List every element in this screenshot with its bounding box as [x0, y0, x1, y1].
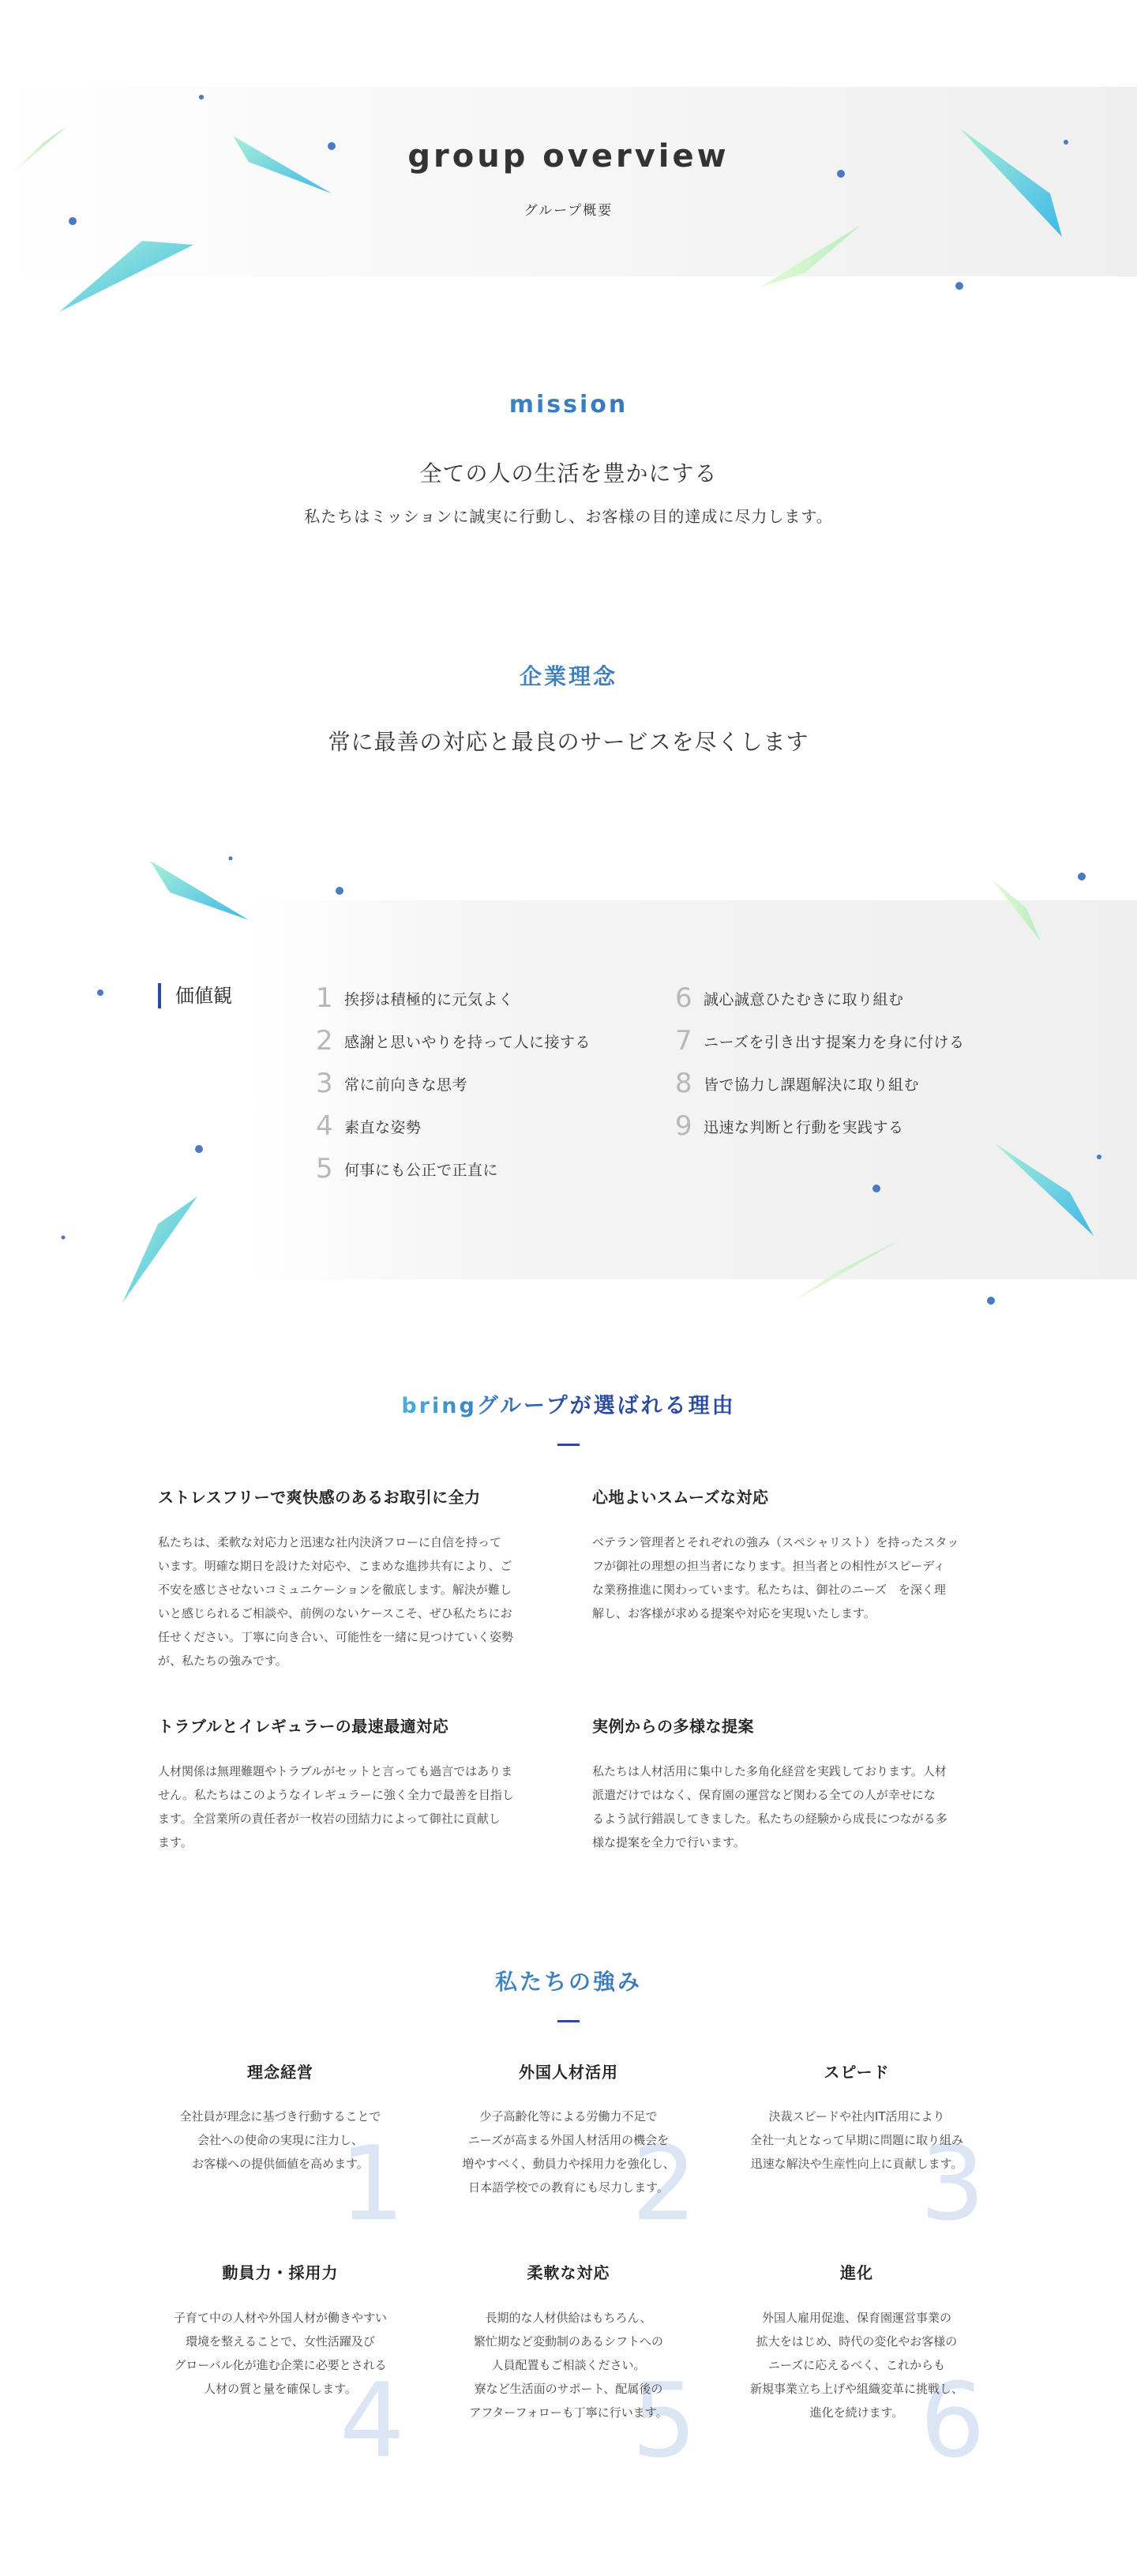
philosophy-label: 企業理念: [0, 659, 1137, 691]
dot: [62, 1236, 66, 1240]
text-line: 不安を感じさせないコミュニケーションを徹底します。解決が難し: [158, 1583, 512, 1597]
text-line: アフターフォローも丁寧に行います。: [469, 2405, 668, 2420]
text-line: ニーズが高まる外国人材活用の機会を: [467, 2133, 670, 2147]
text-line: いと感じられるご相談や、前例のないケースこそ、ぜひ私たちにお: [158, 1606, 512, 1620]
text-line: 新規事業立ち上げや組織変革に挑戦し、: [749, 2382, 963, 2396]
strength-number: 5: [632, 2360, 697, 2480]
strength-body: [418, 2105, 719, 2199]
shard: [995, 1143, 1094, 1236]
reason-title: 心地よいスムーズな対応: [592, 1488, 769, 1507]
text-line: が、私たちの強みです。: [158, 1654, 287, 1668]
strength-number: 2: [632, 2124, 697, 2244]
value-text: ニーズを引き出す提案力を身に付ける: [704, 1033, 965, 1051]
value-item: [316, 982, 514, 1014]
dot: [1097, 1155, 1101, 1159]
text-line: せん。私たちはこのようなイレギュラーに強く全力で最善を目指し: [158, 1788, 514, 1802]
strength-body: [418, 2306, 719, 2424]
reason-body: [592, 1530, 983, 1625]
strength-title: 外国人材活用: [519, 2063, 618, 2082]
text-line: 会社への使命の実現に注力し、: [197, 2133, 363, 2147]
dot: [987, 1297, 995, 1305]
strengths-heading: 私たちの強み: [0, 1965, 1137, 1996]
text-line: 任せください。丁寧に向き合い、可能性を一緒に見つけていく姿勢: [158, 1630, 514, 1644]
reasons-heading-brand: bringグループ: [401, 1394, 570, 1418]
mission-text: 私たちはミッションに誠実に行動し、お客様の目的達成に尽力します。: [304, 507, 833, 526]
values-label: 価値観: [158, 983, 232, 1008]
value-text: 迅速な判断と行動を実践する: [704, 1118, 904, 1136]
dot: [872, 1185, 880, 1192]
dot: [1078, 873, 1086, 881]
reasons-heading-rest: が選ばれる理由: [569, 1394, 736, 1418]
page-title: group overview: [407, 138, 730, 175]
reason-title: ストレスフリーで爽快感のあるお取引に全力: [158, 1488, 481, 1507]
values-section: [0, 829, 1137, 1335]
text-line: ニーズに応えるべく、これからも: [768, 2358, 945, 2372]
shard: [150, 861, 249, 920]
value-number: 8: [675, 1068, 692, 1099]
text-line: 繁忙期など変動制のあるシフトへの: [473, 2334, 663, 2349]
mission-label: mission: [0, 391, 1137, 419]
shard: [59, 241, 193, 312]
text-line: 環境を整えることで、女性活躍及び: [186, 2334, 375, 2349]
reasons-heading: [0, 1388, 1137, 1419]
value-number: 3: [316, 1068, 333, 1099]
text-line: グローバル化が進む企業に必要とされる: [174, 2358, 387, 2372]
strength-number: 1: [340, 2124, 405, 2244]
value-number: 9: [675, 1110, 692, 1142]
value-item: [675, 1110, 904, 1142]
shard: [32, 920, 87, 967]
text-line: ます。: [158, 1835, 193, 1849]
strength-body: [130, 2306, 430, 2401]
value-item: [316, 1025, 591, 1057]
strength-body: [130, 2105, 430, 2176]
text-line: 人員配置もご相談ください。: [491, 2358, 646, 2372]
dot: [336, 887, 343, 895]
text-line: な業務推進に関わっています。私たちは、御社のニーズ を深く理: [592, 1583, 946, 1597]
heading-divider: [557, 2020, 580, 2022]
text-line: るよう試行錯誤してきました。私たちの経験から成長につながる多: [592, 1812, 948, 1826]
value-text: 皆で協力し課題解決に取り組む: [704, 1076, 920, 1094]
value-item: [675, 1025, 965, 1057]
strength-number: 6: [920, 2360, 985, 2480]
hero-section: [0, 0, 1137, 332]
value-text: 誠心誠意ひたむきに取り組む: [704, 990, 904, 1008]
text-line: 様な提案を全力で行います。: [592, 1835, 745, 1849]
text-line: 外国人雇用促進、保育園運営事業の: [761, 2311, 951, 2325]
mission-headline: 全ての人の生活を豊かにする: [419, 460, 718, 486]
strength-title: スピード: [824, 2063, 890, 2082]
value-item: [675, 982, 904, 1014]
value-number: 1: [316, 982, 333, 1014]
text-line: 解し、お客様が求める提案や対応を実現いたします。: [592, 1606, 876, 1620]
value-text: 何事にも公正で正直に: [344, 1161, 499, 1179]
text-line: ベテラン管理者とそれぞれの強み（スペシャリスト）を持ったスタッ: [592, 1535, 959, 1549]
shard: [122, 1196, 197, 1303]
text-line: います。明確な期日を設けた対応や、こまめな進捗共有により、ご: [158, 1559, 512, 1573]
reason-title: トラブルとイレギュラーの最速最適対応: [158, 1717, 449, 1736]
value-text: 挨拶は積極的に元気よく: [344, 990, 514, 1008]
text-line: ます。全営業所の責任者が一枚岩の団結力によって御社に貢献し: [158, 1812, 501, 1826]
text-line: 全社員が理念に基づき行動することで: [179, 2109, 381, 2124]
strength-title: 進化: [840, 2263, 873, 2282]
value-number: 5: [316, 1153, 333, 1185]
philosophy-headline: 常に最善の対応と最良のサービスを尽くします: [328, 729, 809, 755]
value-text: 感謝と思いやりを持って人に接する: [344, 1033, 591, 1051]
values-decoration: [0, 829, 1137, 1335]
text-line: フが御社の理想の担当者になります。担当者との相性がスピーディ: [592, 1559, 946, 1573]
text-line: 私たちは、柔軟な対応力と迅速な社内決済フローに自信を持って: [158, 1535, 502, 1549]
value-item: [316, 1153, 498, 1185]
strength-body: [707, 2306, 1007, 2424]
value-number: 7: [675, 1025, 692, 1057]
reason-body: [158, 1759, 549, 1854]
value-item: [675, 1068, 919, 1099]
text-line: 増やすべく、動員力や採用力を強化し、: [462, 2157, 675, 2171]
text-line: 少子高齢化等による労働力不足で: [479, 2109, 658, 2124]
dot: [195, 1145, 203, 1153]
shard: [794, 1240, 900, 1301]
text-line: 日本語学校での教育にも尽力します。: [468, 2180, 669, 2195]
strength-title: 理念経営: [247, 2063, 313, 2082]
dot: [955, 282, 963, 290]
text-line: 人材関係は無理難題やトラブルがセットと言っても過言ではありま: [158, 1764, 513, 1778]
value-item: [316, 1068, 467, 1099]
shard: [758, 225, 861, 288]
text-line: 迅速な解決や生産性向上に貢献します。: [750, 2157, 963, 2171]
reason-title: 実例からの多様な提案: [592, 1717, 754, 1736]
dot: [229, 857, 233, 861]
value-number: 2: [316, 1025, 333, 1057]
text-line: お客様への提供価値を高めます。: [192, 2157, 369, 2171]
value-text: 常に前向きな思考: [344, 1076, 468, 1094]
page-subtitle: グループ概要: [523, 203, 614, 219]
text-line: 私たちは人材活用に集中した多角化経営を実践しております。人材: [592, 1764, 947, 1778]
strength-title: 柔軟な対応: [527, 2263, 610, 2282]
text-line: 派遣だけではなく、保育園の運営など関わる全ての人が幸せにな: [592, 1788, 936, 1802]
value-number: 6: [675, 982, 692, 1014]
dot: [97, 989, 103, 996]
heading-divider: [557, 1444, 580, 1446]
shard: [991, 878, 1041, 941]
text-line: 全社一丸となって早期に問題に取り組み: [749, 2133, 963, 2147]
value-item: [316, 1110, 422, 1142]
text-line: 子育て中の人材や外国人材が働きやすい: [173, 2311, 387, 2325]
text-line: 拡大をはじめ、時代の変化やお客様の: [756, 2334, 958, 2349]
strength-number: 4: [340, 2360, 405, 2480]
strength-body: [707, 2105, 1007, 2176]
strength-number: 3: [920, 2124, 985, 2244]
text-line: 決裁スピードや社内IT活用により: [768, 2109, 945, 2124]
reason-body: [592, 1759, 983, 1854]
text-line: 長期的な人材供給はもちろん、: [485, 2311, 652, 2325]
value-text: 素直な姿勢: [344, 1118, 422, 1136]
value-number: 4: [316, 1110, 333, 1142]
reason-body: [158, 1530, 549, 1673]
text-line: 進化を続けます。: [809, 2405, 904, 2420]
text-line: 人材の質と量を確保します。: [204, 2382, 357, 2396]
text-line: 寮など生活面のサポート、配属後の: [474, 2382, 663, 2396]
dot: [199, 95, 204, 100]
strength-title: 動員力・採用力: [222, 2263, 339, 2282]
